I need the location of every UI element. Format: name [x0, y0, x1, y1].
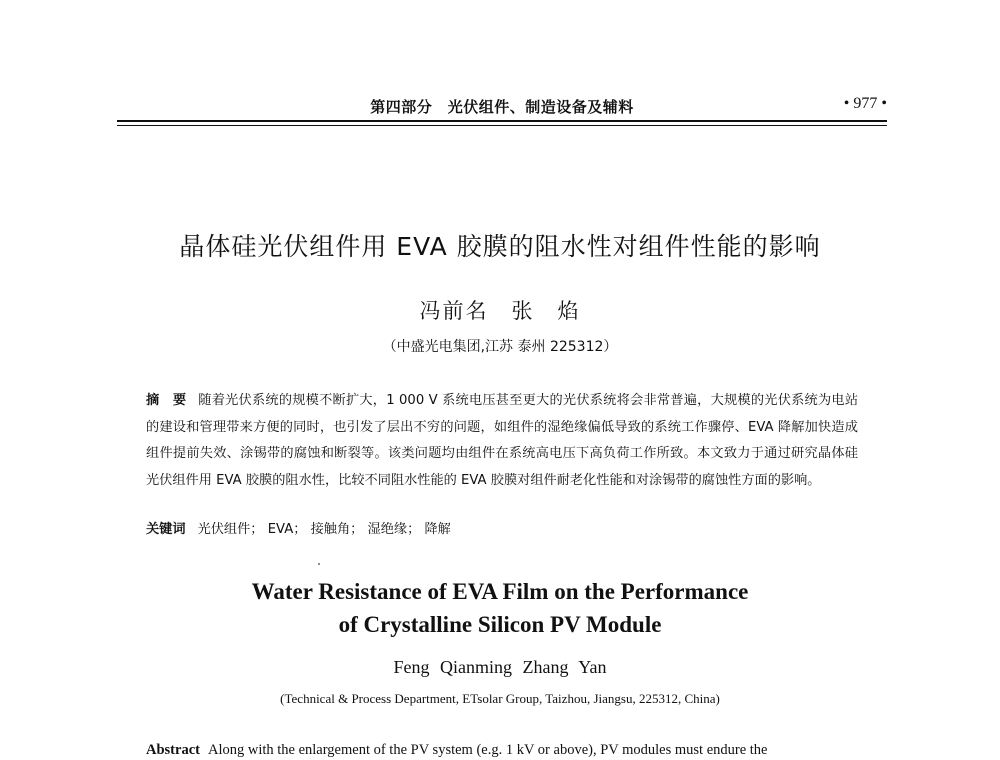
affiliation-en: (Technical & Process Department, ETsolar Group, Taizhou, Jiangsu, 225312, China) [280, 691, 720, 706]
authors-cn: 冯前名 张 焰 [419, 299, 581, 323]
paper-title-cn: 晶体硅光伏组件用 EVA 胶膜的阻水性对组件性能的影响 [179, 232, 821, 261]
section-title: 第四部分 光伏组件、制造设备及辅料 [370, 98, 634, 116]
stray-dot [318, 563, 320, 565]
running-header [117, 95, 887, 117]
authors-en: Feng Qianming Zhang Yan [393, 657, 607, 677]
abstract-cn-label: 摘 要 [146, 393, 187, 408]
keywords-cn-text: 光伏组件； EVA； 接触角； 湿绝缘； 降解 [197, 522, 451, 537]
keywords-cn [146, 518, 858, 537]
page-number: • 977 • [843, 95, 887, 112]
abstract-en-label: Abstract [146, 742, 200, 758]
header-rule-thick [117, 120, 887, 122]
abstract-en-text: Along with the enlargement of the PV system (e.g. 1 kV or above), PV modules must endure the [207, 742, 768, 758]
abstract-cn-text: 随着光伏系统的规模不断扩大，1 000 V 系统电压甚至更大的光伏系统将会非常普遍，大规模的光伏系统为电站的建设和管理带来方便的同时，也引发了层出不穷的问题，如组件的湿绝缘偏低导致的系统工作骤停、EVA 降解加快造成组件提前失效、涂锡带的腐蚀和断裂等。该类问题均由组件在系统高电压下高负荷工作所致。本文致力于通过研究晶体硅光伏组件用 EVA 胶膜的阻水性，比较不同阻水性能的 EVA 胶膜对组件耐老化性能和对涂锡带的腐蚀性方面的影响。 [146, 393, 859, 488]
paper-title-en [0, 575, 1000, 641]
keywords-cn-label: 关键词 [146, 522, 186, 537]
affiliation-cn: （中盛光电集团,江苏 泰州 225312） [382, 339, 618, 355]
abstract-cn [146, 388, 858, 494]
paper-title-en-line2: of Crystalline Silicon PV Module [338, 612, 662, 637]
abstract-en [146, 742, 858, 759]
header-rule-thin [117, 125, 887, 126]
paper-title-en-line1: Water Resistance of EVA Film on the Performance [251, 579, 749, 604]
